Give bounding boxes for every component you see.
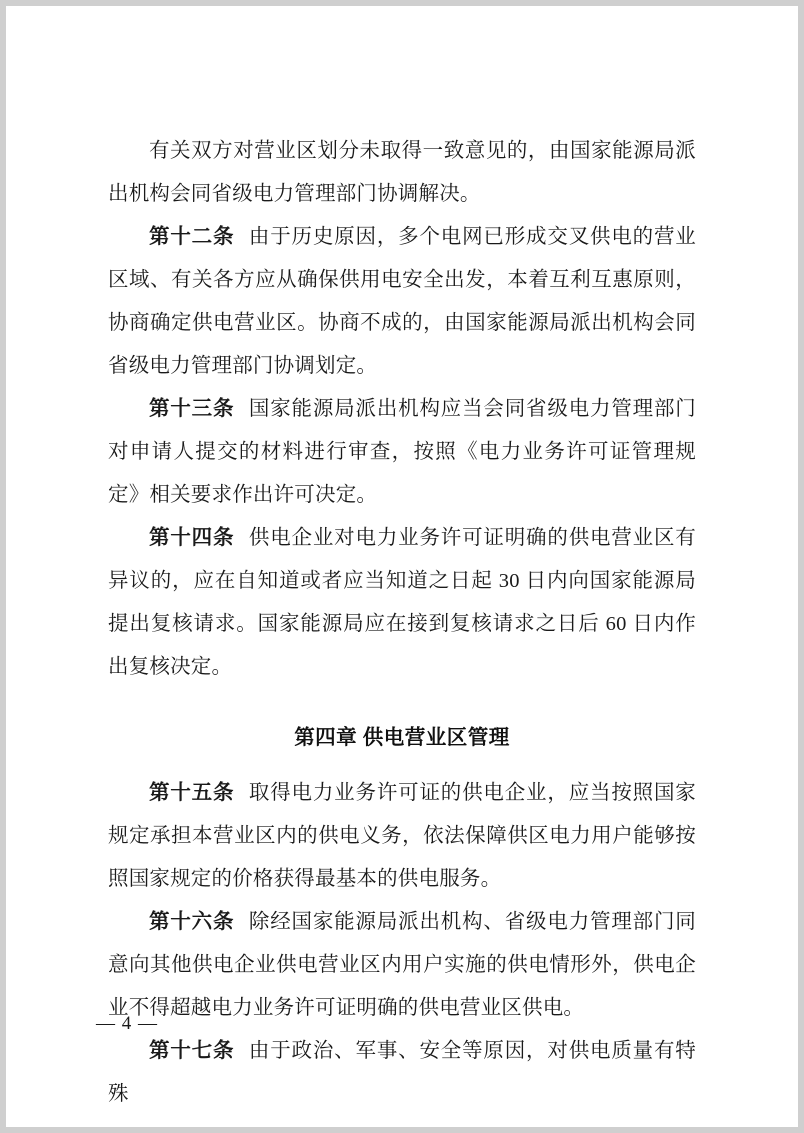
paragraph-continuation — [108, 130, 696, 216]
article-14-paragraph — [108, 517, 696, 689]
page-edge-left — [0, 0, 6, 1133]
article-17-text: 由于政治、军事、安全等原因，对供电质量有特殊 — [108, 1040, 696, 1105]
page-text-body — [108, 130, 696, 1116]
article-13-label: 第十三条 — [149, 398, 235, 420]
article-17-paragraph — [108, 1030, 696, 1116]
article-13-paragraph — [108, 388, 696, 517]
page-edge-top — [0, 0, 804, 6]
article-16-label: 第十六条 — [149, 911, 235, 933]
article-16-text: 除经国家能源局派出机构、省级电力管理部门同意向其他供电企业供电营业区内用户实施的供电情形外，供电企业不得超越电力业务许可证明确的供电营业区供电。 — [108, 911, 696, 1019]
article-12-label: 第十二条 — [149, 226, 235, 248]
article-17-label: 第十七条 — [149, 1040, 235, 1062]
chapter-heading: 第四章 供电营业区管理 — [294, 727, 510, 749]
article-16-paragraph — [108, 901, 696, 1030]
article-12-text: 由于历史原因，多个电网已形成交叉供电的营业区域、有关各方应从确保供用电安全出发，本着互利互惠原则，协商确定供电营业区。协商不成的，由国家能源局派出机构会同省级电力管理部门协调划定。 — [108, 226, 696, 377]
article-13-text: 国家能源局派出机构应当会同省级电力管理部门对申请人提交的材料进行审查，按照《电力业务许可证管理规定》相关要求作出许可决定。 — [108, 398, 696, 506]
paragraph-text: 有关双方对营业区划分未取得一致意见的，由国家能源局派出机构会同省级电力管理部门协调解决。 — [108, 140, 696, 205]
page-number: — 4 — — [96, 1013, 158, 1034]
article-15-paragraph — [108, 772, 696, 901]
page-edge-right — [798, 0, 804, 1133]
article-14-text: 供电企业对电力业务许可证明确的供电营业区有异议的，应在自知道或者应当知道之日起 30 日内向国家能源局提出复核请求。国家能源局应在接到复核请求之日后 60 日内作出复核决定。 — [108, 527, 696, 678]
article-14-label: 第十四条 — [149, 527, 235, 549]
article-12-paragraph — [108, 216, 696, 388]
article-15-label: 第十五条 — [149, 782, 235, 804]
article-15-text: 取得电力业务许可证的供电企业，应当按照国家规定承担本营业区内的供电义务，依法保障供区电力用户能够按照国家规定的价格获得最基本的供电服务。 — [108, 782, 696, 890]
page-edge-bottom — [0, 1127, 804, 1133]
